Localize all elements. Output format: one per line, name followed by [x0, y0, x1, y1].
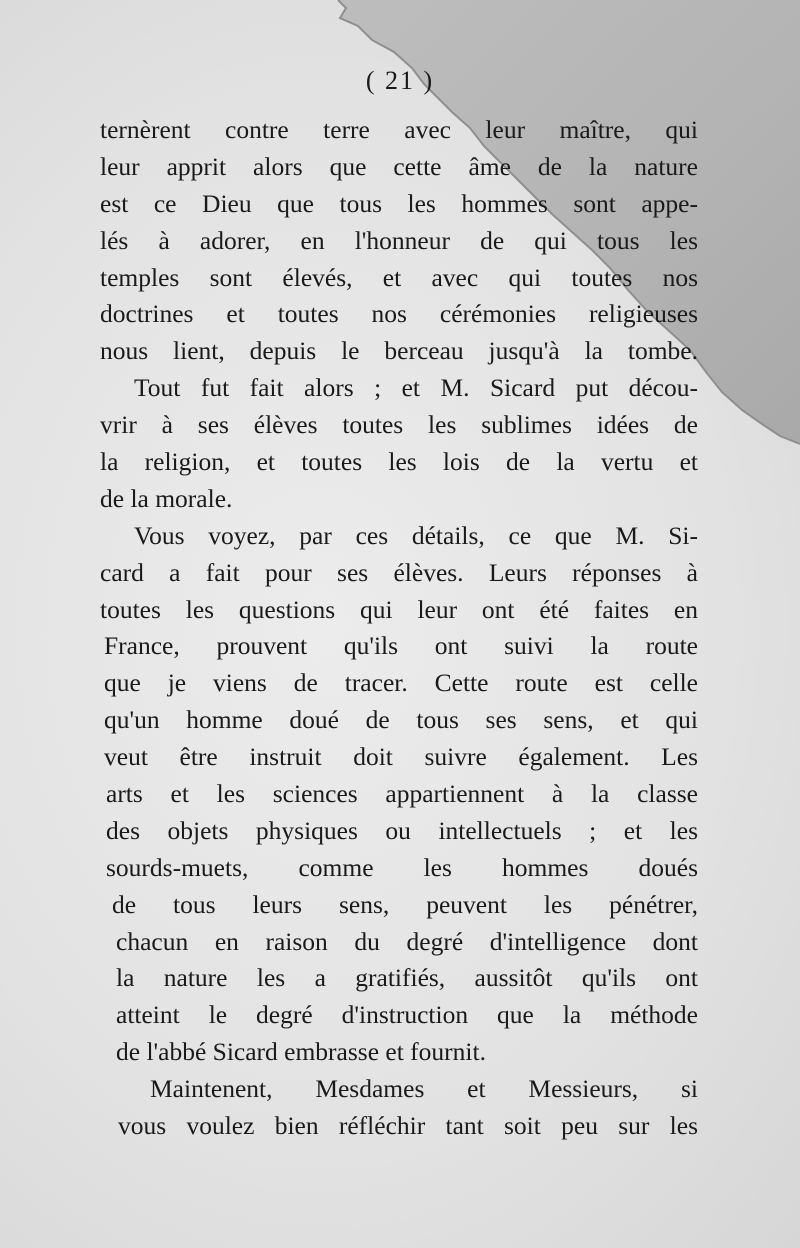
text-line: de tous leurs sens, peuvent les pénétrer,	[112, 889, 698, 919]
text-line: Maintenent, Mesdames et Messieurs, si	[150, 1074, 698, 1104]
text-line: de l'abbé Sicard embrasse et fournit.	[116, 1037, 486, 1067]
body-text	[100, 112, 698, 1145]
text-line: card a fait pour ses élèves. Leurs réponses à	[100, 557, 698, 587]
text-line: France, prouvent qu'ils ont suivi la route	[104, 631, 698, 661]
text-line: que je viens de tracer. Cette route est celle	[104, 668, 698, 698]
text-line: est ce Dieu que tous les hommes sont appe-	[100, 188, 698, 218]
text-line: arts et les sciences appartiennent à la classe	[106, 779, 698, 809]
text-line: des objets physiques ou intellectuels ; et les	[106, 815, 698, 845]
text-line: sourds-muets, comme les hommes doués	[106, 852, 698, 882]
text-line: temples sont élevés, et avec qui toutes nos	[100, 262, 698, 292]
text-line: vrir à ses élèves toutes les sublimes idées de	[100, 410, 698, 440]
text-line: vous voulez bien réfléchir tant soit peu sur les	[118, 1111, 698, 1141]
text-line: lés à adorer, en l'honneur de qui tous les	[100, 225, 698, 255]
text-line: de la morale.	[100, 483, 233, 513]
text-line: nous lient, depuis le berceau jusqu'à la tombe.	[100, 336, 698, 366]
text-line: ternèrent contre terre avec leur maître, qui	[100, 115, 698, 144]
text-line: toutes les questions qui leur ont été faites en	[100, 594, 698, 624]
text-line: qu'un homme doué de tous ses sens, et qui	[104, 705, 698, 735]
text-line: leur apprit alors que cette âme de la nature	[100, 151, 698, 181]
text-line: Tout fut fait alors ; et M. Sicard put décou-	[134, 373, 698, 403]
text-line: chacun en raison du degré d'intelligence dont	[116, 926, 698, 956]
text-line: doctrines et toutes nos cérémonies religieuses	[100, 299, 698, 329]
text-line: atteint le degré d'instruction que la méthode	[116, 1000, 698, 1030]
text-line: la nature les a gratifiés, aussitôt qu'ils ont	[116, 963, 698, 993]
text-line: Vous voyez, par ces détails, ce que M. Si-	[134, 520, 698, 550]
text-line: veut être instruit doit suivre également. Les	[104, 742, 698, 772]
page-number: ( 21 )	[365, 66, 435, 95]
text-line: la religion, et toutes les lois de la vertu et	[100, 447, 698, 477]
